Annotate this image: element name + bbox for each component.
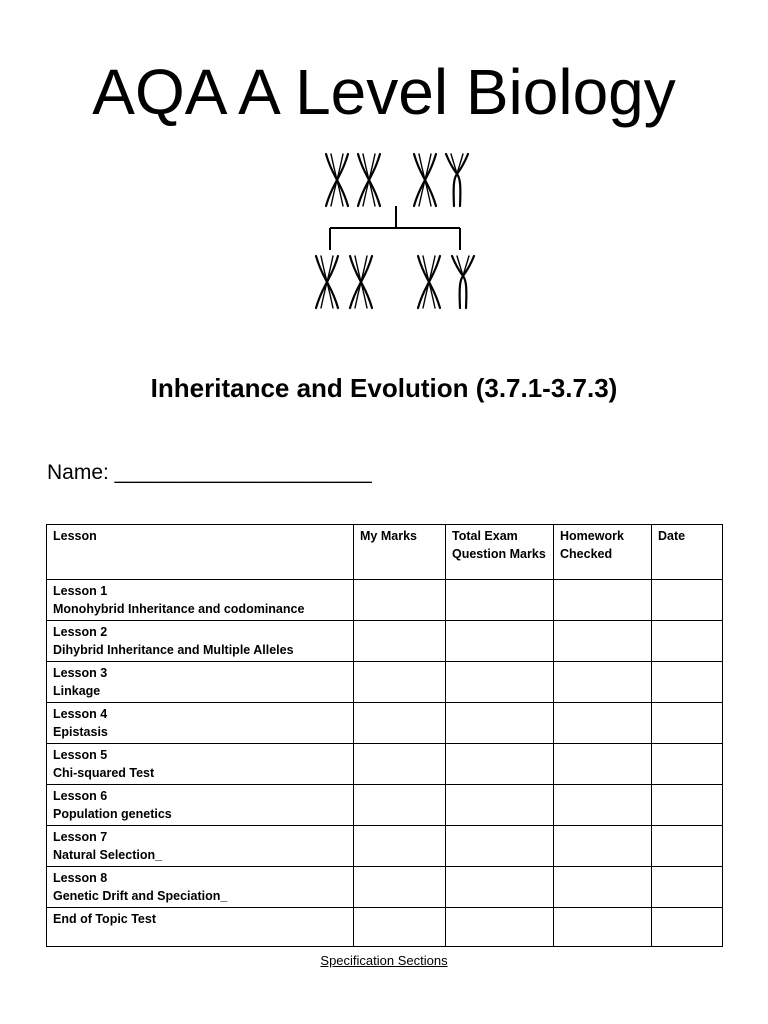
lesson-number: Lesson 4 [53,707,108,721]
date-cell[interactable] [652,867,723,908]
lesson-topic: Monohybrid Inheritance and codominance [53,602,305,616]
table-row [47,785,723,826]
lesson-topic: Genetic Drift and Speciation_ [53,889,228,903]
lesson-cell [47,826,354,867]
date-cell[interactable] [652,621,723,662]
my-marks-cell[interactable] [354,662,446,703]
total-marks-cell[interactable] [446,908,554,947]
lesson-cell [47,580,354,621]
table-row [47,621,723,662]
lesson-tracker-table [46,524,723,947]
total-marks-cell[interactable] [446,580,554,621]
table-row [47,867,723,908]
homework-cell[interactable] [554,580,652,621]
lesson-cell [47,908,354,947]
lesson-number: Lesson 2 [53,625,108,639]
total-marks-cell[interactable] [446,703,554,744]
homework-cell[interactable] [554,785,652,826]
homework-cell[interactable] [554,867,652,908]
homework-cell[interactable] [554,621,652,662]
topic-subtitle: Inheritance and Evolution (3.7.1-3.7.3) [150,373,618,403]
lesson-cell [47,785,354,826]
header-date: Date [652,525,723,580]
lesson-cell [47,744,354,785]
specification-sections-link[interactable]: Specification Sections [320,953,448,968]
lesson-cell [47,867,354,908]
header-my-marks: My Marks [354,525,446,580]
lesson-number: Lesson 6 [53,789,108,803]
my-marks-cell[interactable] [354,580,446,621]
lesson-cell [47,703,354,744]
total-marks-cell[interactable] [446,744,554,785]
homework-cell[interactable] [554,662,652,703]
my-marks-cell[interactable] [354,867,446,908]
total-marks-cell[interactable] [446,867,554,908]
header-lesson: Lesson [47,525,354,580]
date-cell[interactable] [652,785,723,826]
lesson-cell [47,621,354,662]
my-marks-cell[interactable] [354,621,446,662]
table-row [47,703,723,744]
total-marks-cell[interactable] [446,826,554,867]
lesson-number: Lesson 3 [53,666,108,680]
table-row [47,744,723,785]
my-marks-cell[interactable] [354,908,446,947]
header-total-exam-marks: Total Exam Question Marks [446,525,554,580]
lesson-topic: Linkage [53,684,101,698]
total-marks-cell[interactable] [446,662,554,703]
my-marks-cell[interactable] [354,826,446,867]
table-row [47,908,723,947]
lesson-number: Lesson 1 [53,584,108,598]
date-cell[interactable] [652,703,723,744]
lesson-number: Lesson 7 [53,830,108,844]
total-marks-cell[interactable] [446,785,554,826]
date-cell[interactable] [652,662,723,703]
homework-cell[interactable] [554,703,652,744]
table-row [47,580,723,621]
lesson-number: Lesson 8 [53,871,108,885]
total-marks-cell[interactable] [446,621,554,662]
date-cell[interactable] [652,826,723,867]
date-cell[interactable] [652,580,723,621]
my-marks-cell[interactable] [354,785,446,826]
lesson-topic: Chi-squared Test [53,766,155,780]
lesson-cell [47,662,354,703]
table-row [47,826,723,867]
name-field: Name: ______________________ [47,461,372,484]
page-title: AQA A Level Biology [92,56,676,128]
lesson-topic: Epistasis [53,725,108,739]
my-marks-cell[interactable] [354,703,446,744]
date-cell[interactable] [652,908,723,947]
header-homework-checked: Homework Checked [554,525,652,580]
table-header-row [47,525,723,580]
lesson-topic: Dihybrid Inheritance and Multiple Alleles [53,643,294,657]
lesson-number: End of Topic Test [53,912,157,926]
date-cell[interactable] [652,744,723,785]
homework-cell[interactable] [554,744,652,785]
lesson-topic: Population genetics [53,807,172,821]
my-marks-cell[interactable] [354,744,446,785]
homework-cell[interactable] [554,826,652,867]
homework-cell[interactable] [554,908,652,947]
chromosome-inheritance-diagram-icon [310,150,486,312]
lesson-number: Lesson 5 [53,748,108,762]
lesson-topic: Natural Selection_ [53,848,163,862]
table-row [47,662,723,703]
